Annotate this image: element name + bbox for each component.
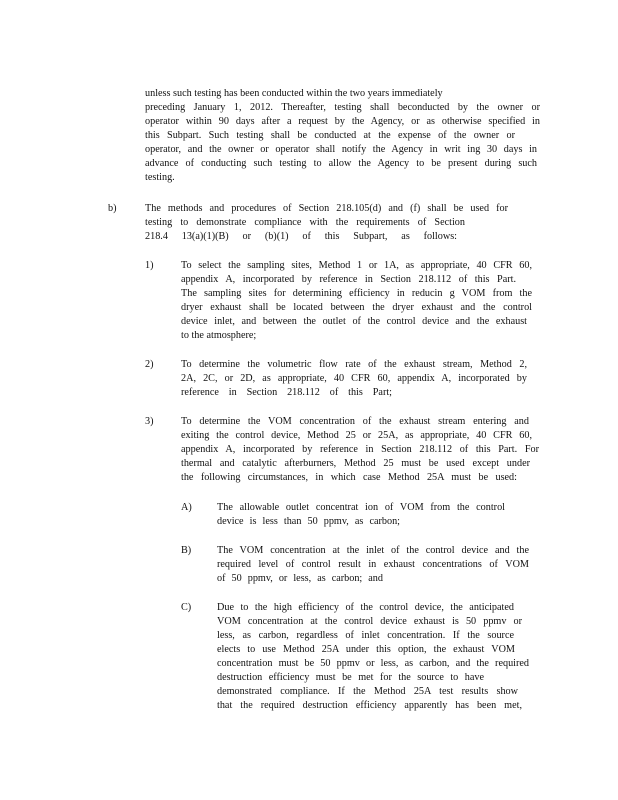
text-line: preceding January 1, 2012. Thereafter, testing shall beconducted by the owner or [145, 102, 540, 113]
text-line: dryer exhaust shall be located between the dryer exhaust and the control [181, 302, 532, 313]
text-line: 218.4 13(a)(1)(B) or (b)(1) of this Subpart, as follows: [145, 231, 457, 242]
text-line: To select the sampling sites, Method 1 or 1A, as appropriate, 40 CFR 60, [181, 260, 532, 271]
text-line: the following circumstances, in which case Method 25A must be used: [181, 472, 517, 483]
text-line: concentration must be 50 ppmv or less, as carbon, and the required [217, 658, 529, 669]
text-line: reference in Section 218.112 of this Part; [181, 387, 392, 398]
text-line: The VOM concentration at the inlet of the control device and the [217, 545, 529, 556]
text-line: less, as carbon, regardless of inlet concentration. If the source [217, 630, 514, 641]
item-marker: A) [181, 502, 192, 513]
text-line: elects to use Method 25A under this option, the exhaust VOM [217, 644, 515, 655]
item-marker: C) [181, 602, 192, 613]
text-line: demonstrated compliance. If the Method 25A test results show [217, 686, 518, 697]
text-line: exiting the control device, Method 25 or 25A, as appropriate, 40 CFR 60, [181, 430, 532, 441]
text-line: 2A, 2C, or 2D, as appropriate, 40 CFR 60, appendix A, incorporated by [181, 373, 527, 384]
item-marker: 3) [145, 416, 154, 427]
text-line: operator, and the owner or operator shall notify the Agency in writ ing 30 days in [145, 144, 537, 155]
text-line: destruction efficiency must be met for the source to have [217, 672, 484, 683]
text-line: testing to demonstrate compliance with the requirements of Section [145, 217, 465, 228]
text-line: Due to the high efficiency of the control device, the anticipated [217, 602, 514, 613]
text-line: device inlet, and between the outlet of the control device and the exhaust [181, 316, 527, 327]
text-line: advance of conducting such testing to allow the Agency to be present during such [145, 158, 537, 169]
text-line: appendix A, incorporated by reference in Section 218.112 of this Part. [181, 274, 516, 285]
item-marker: B) [181, 545, 192, 556]
text-line: unless such testing has been conducted within the two years immediately [145, 88, 443, 99]
text-line: To determine the volumetric flow rate of the exhaust stream, Method 2, [181, 359, 527, 370]
item-marker: b) [108, 203, 117, 214]
text-line: operator within 90 days after a request by the Agency, or as otherwise specified in [145, 116, 540, 127]
text-line: appendix A, incorporated by reference in Section 218.112 of this Part. For [181, 444, 539, 455]
text-line: The sampling sites for determining efficiency in reducin g VOM from the [181, 288, 532, 299]
text-line: The methods and procedures of Section 218.105(d) and (f) shall be used for [145, 203, 508, 214]
item-marker: 1) [145, 260, 154, 271]
text-line: To determine the VOM concentration of the exhaust stream entering and [181, 416, 529, 427]
text-line: this Subpart. Such testing shall be conducted at the expense of the owner or [145, 130, 515, 141]
text-line: The allowable outlet concentrat ion of VOM from the control [217, 502, 505, 513]
item-marker: 2) [145, 359, 154, 370]
text-line: thermal and catalytic afterburners, Method 25 must be used except under [181, 458, 530, 469]
text-line: required level of control result in exhaust concentrations of VOM [217, 559, 529, 570]
text-line: device is less than 50 ppmv, as carbon; [217, 516, 400, 527]
text-line: testing. [145, 172, 175, 183]
text-line: to the atmosphere; [181, 330, 257, 341]
text-line: that the required destruction efficiency apparently has been met, [217, 700, 522, 711]
text-line: VOM concentration at the control device exhaust is 50 ppmv or [217, 616, 522, 627]
text-line: of 50 ppmv, or less, as carbon; and [217, 573, 383, 584]
